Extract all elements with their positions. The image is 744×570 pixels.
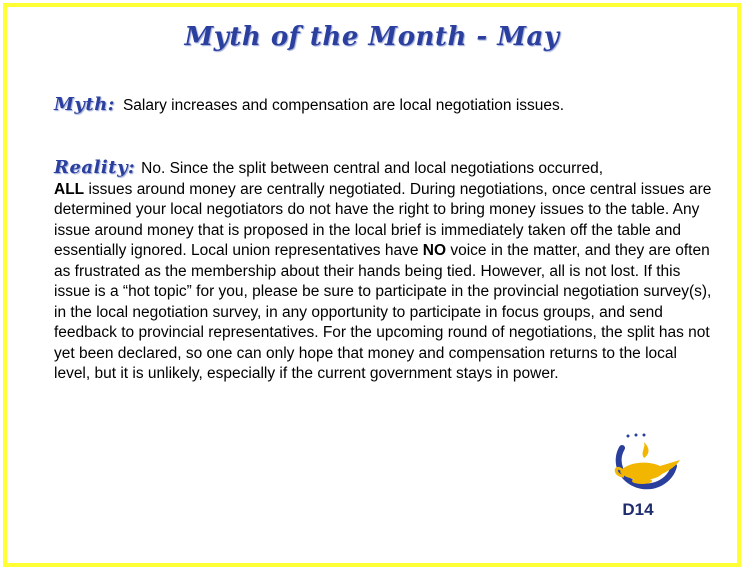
lamp-of-learning-icon	[600, 432, 690, 502]
reality-text-3: voice in the matter, and they are often as frustrated as the membership about their hands being tied. However, all is not lost. If this issue is a “hot topic” for you, please be sure to participate in the provincial negotiation survey(s), in the local negotiation survey, in any opportunity to participate in focus groups, and send feedback to provincial representatives. For the upcoming round of negotiations, the split has not yet been declared, so one can only hope that money and compensation returns to the local level, but it is unlikely, especially if the current government stays in power.	[54, 242, 712, 382]
myth-paragraph	[54, 94, 714, 115]
reality-emphasis-all: ALL	[54, 180, 85, 198]
reality-text-1: No. Since the split between central and local negotiations occurred,	[141, 160, 604, 177]
page-title: Myth of the Month - May	[184, 22, 560, 52]
reality-label: Reality:	[54, 157, 136, 178]
reality-emphasis-no: NO	[422, 242, 447, 259]
reality-paragraph	[54, 158, 714, 385]
logo-caption: D14	[622, 500, 654, 519]
d14-logo	[600, 432, 690, 527]
myth-text: Salary increases and compensation are local negotiation issues.	[122, 97, 565, 114]
myth-label: Myth:	[54, 94, 115, 115]
reality-text-2: issues around money are centrally negotiated. During negotiations, once central issues are determined your local negotiators do not have the right to bring money issues to the table. Any issue around money that is proposed in the local brief is immediately taken off the table and essentially ignored. Local union representatives have	[54, 180, 712, 259]
